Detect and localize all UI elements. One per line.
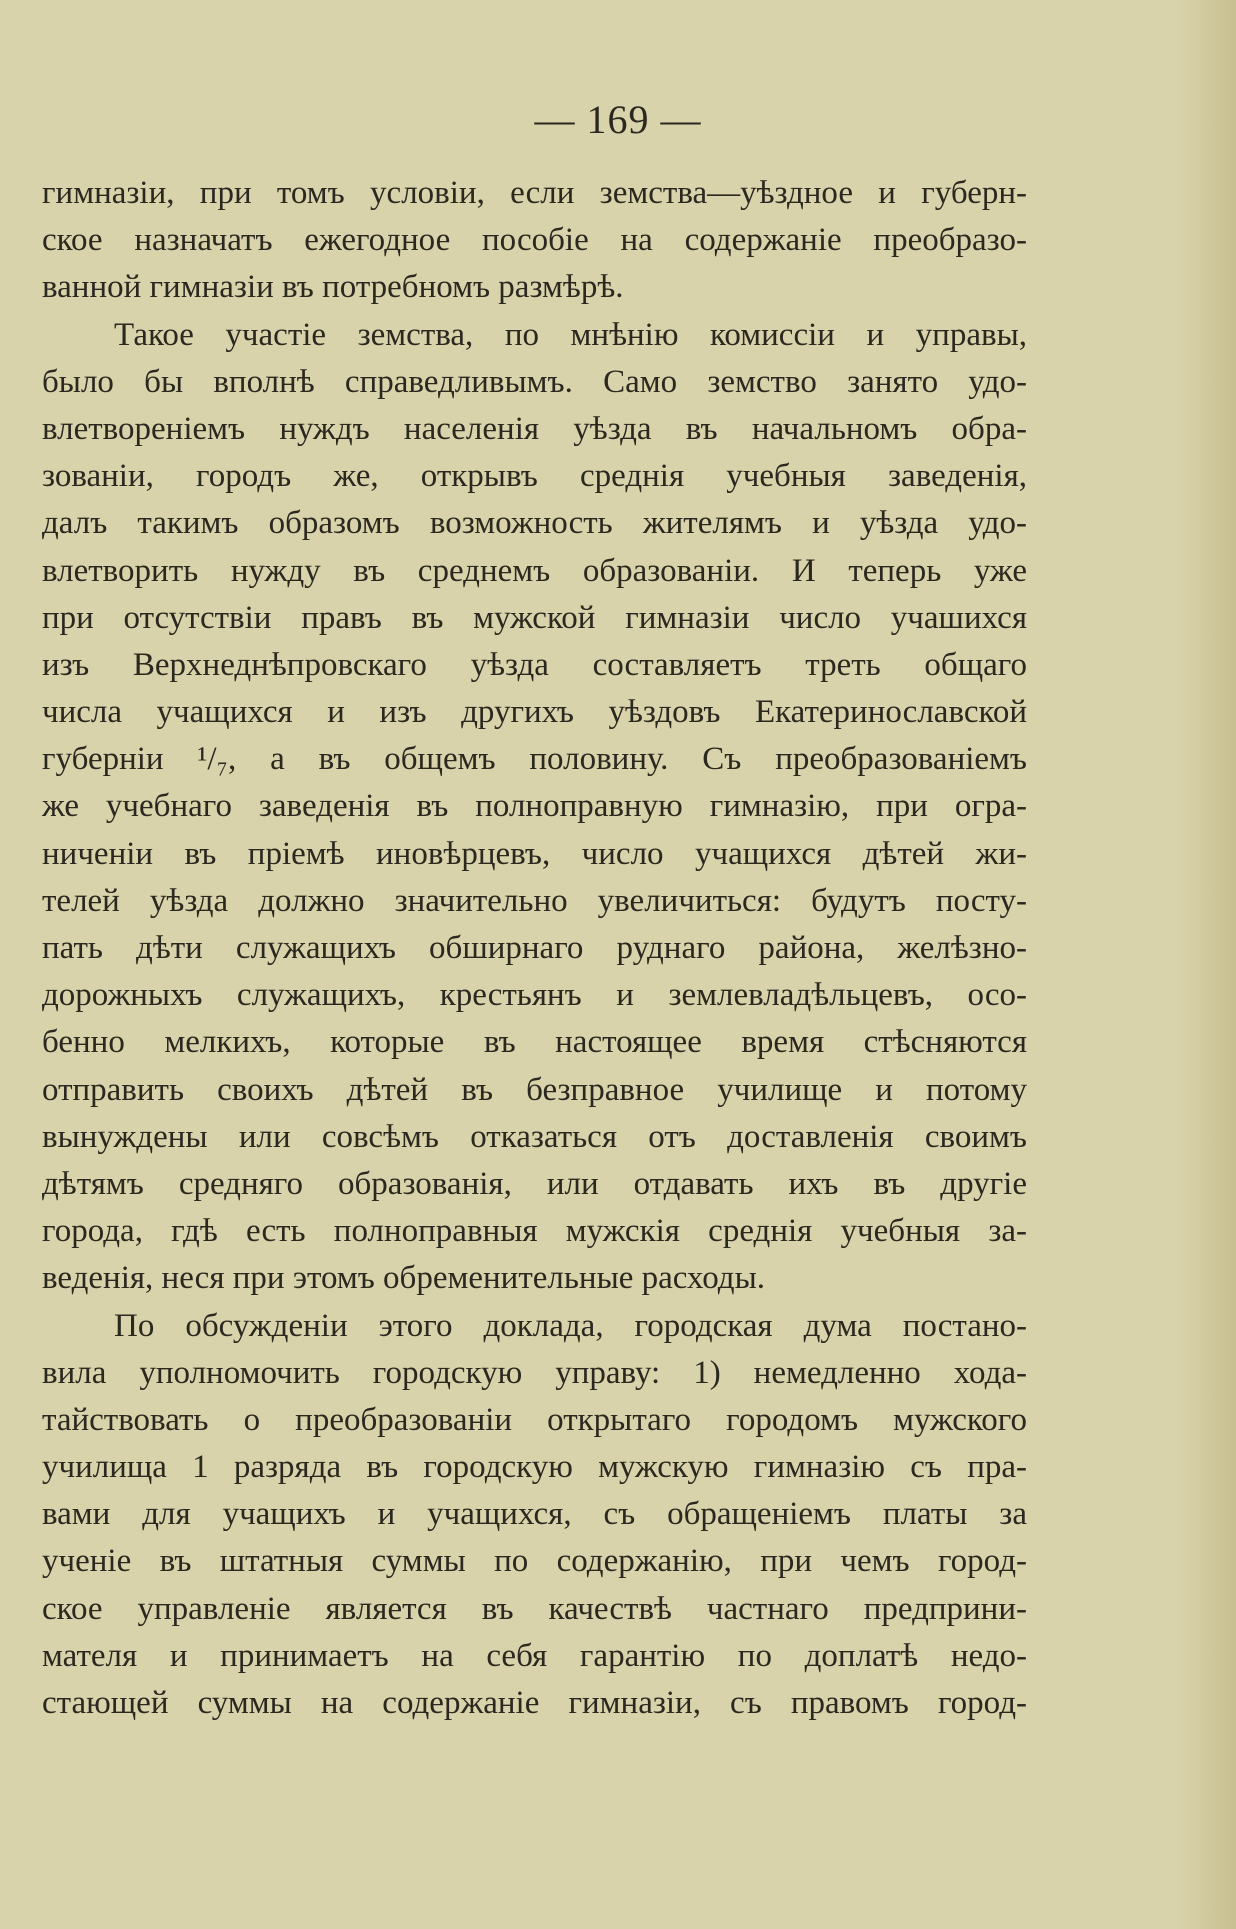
text-line: веденія, неся при этомъ обременительные расходы. (42, 1260, 766, 1297)
text-line: телей уѣзда должно значительно увеличиться: будутъ посту- (42, 882, 1027, 919)
text-line: По обсужденіи этого доклада, городская дума постано- (114, 1307, 1027, 1344)
text-line: училища 1 разряда въ городскую мужскую гимназію съ пра- (42, 1449, 1027, 1486)
text-line: зованіи, городъ же, открывъ среднія учебныя заведенія, (42, 458, 1027, 495)
text-line: тайствовать о преобразованіи открытаго городомъ мужского (42, 1401, 1027, 1438)
text-line: Такое участіе земства, по мнѣнію комиссіи и управы, (114, 316, 1027, 353)
text-line: изъ Верхнеднѣпровскаго уѣзда составляетъ треть общаго (42, 646, 1027, 683)
text-line: вами для учащихъ и учащихся, съ обращеніемъ платы за (42, 1496, 1027, 1533)
text-line: дорожныхъ служащихъ, крестьянъ и землевладѣльцевъ, осо- (42, 977, 1027, 1014)
text-line: отправить своихъ дѣтей въ безправное училище и потому (42, 1071, 1027, 1108)
text-line: далъ такимъ образомъ возможность жителямъ и уѣзда удо- (42, 505, 1027, 542)
text-line: при отсутствіи правъ въ мужской гимназіи число учашихся (42, 599, 1027, 636)
text-line: стающей суммы на содержаніе гимназіи, съ правомъ город- (42, 1685, 1027, 1721)
text-line: было бы вполнѣ справедливымъ. Само земство занято удо- (42, 363, 1027, 400)
text-line: ванной гимназіи въ потребномъ размѣрѣ. (42, 269, 624, 306)
text-line: ниченіи въ пріемѣ иновѣрцевъ, число учащихся дѣтей жи- (42, 835, 1027, 872)
text-line: города, гдѣ есть полноправныя мужскія среднія учебныя за- (42, 1213, 1027, 1250)
text-line: ское назначатъ ежегодное пособіе на содержаніе преобразо- (42, 222, 1027, 259)
text-line: вила уполномочить городскую управу: 1) немедленно хода- (42, 1354, 1027, 1391)
page-edge-shadow (1176, 0, 1236, 1929)
text-line: губерніи ¹/₇, а въ общемъ половину. Съ преобразованіемъ (42, 741, 1027, 778)
text-line: дѣтямъ средняго образованія, или отдавать ихъ въ другіе (42, 1165, 1027, 1202)
text-line: бенно мелкихъ, которые въ настоящее время стѣсняются (42, 1024, 1027, 1061)
text-line: ученіе въ штатныя суммы по содержанію, при чемъ город- (42, 1543, 1027, 1580)
body-text (42, 170, 1027, 1727)
text-line: влетвореніемъ нуждъ населенія уѣзда въ начальномъ обра- (42, 410, 1027, 447)
text-line: числа учащихся и изъ другихъ уѣздовъ Екатеринославской (42, 694, 1027, 731)
text-line: мателя и принимаетъ на себя гарантію по доплатѣ недо- (42, 1637, 1027, 1674)
text-line: влетворить нужду въ среднемъ образованіи. И теперь уже (42, 552, 1027, 589)
text-line: ское управленіе является въ качествѣ частнаго предприни- (42, 1590, 1027, 1627)
page-number: — 169 — (534, 97, 702, 142)
text-line: вынуждены или совсѣмъ отказаться отъ доставленія своимъ (42, 1118, 1027, 1155)
text-line: гимназіи, при томъ условіи, если земства—уѣздное и губерн- (42, 175, 1027, 211)
text-line: же учебнаго заведенія въ полноправную гимназію, при огра- (42, 788, 1027, 825)
text-line: пать дѣти служащихъ обширнаго руднаго района, желѣзно- (42, 930, 1027, 966)
